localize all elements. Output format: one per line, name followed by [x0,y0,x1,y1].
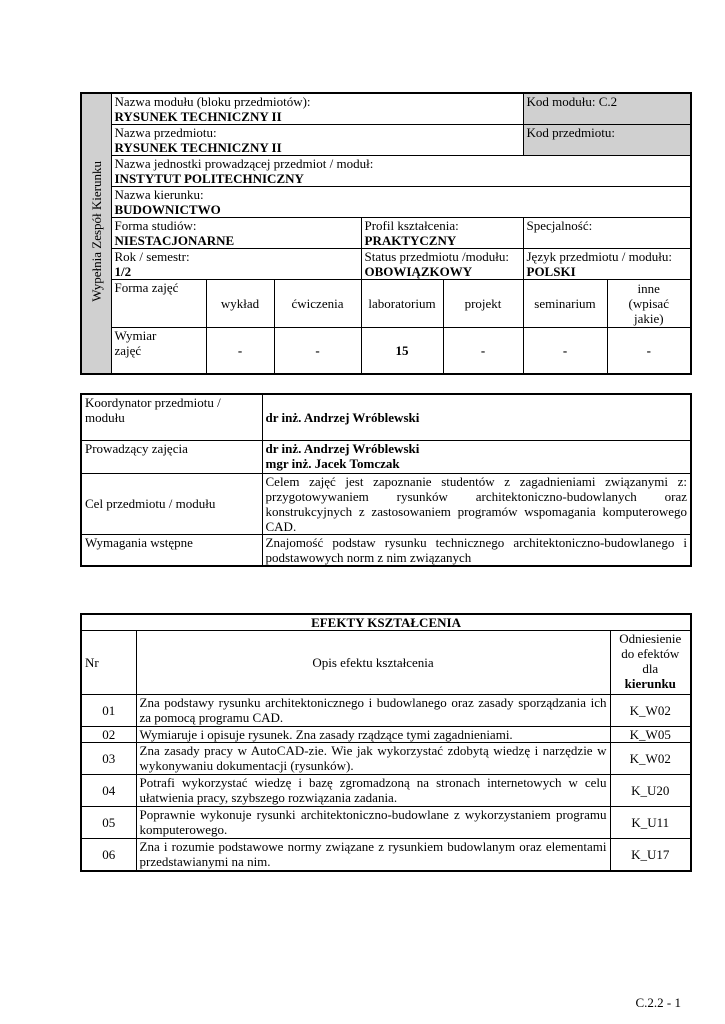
table-row: 03 Zna zasady pracy w AutoCAD-zie. Wie jak wykorzystać zdobytą wiedzę i narzędzie w wykonywaniu dokumentacji (rysunków). K_W02 [81,743,691,775]
class-type-project: projekt [443,280,523,328]
table-row: 01 Zna podstawy rysunku architektonicznego i budowlanego oraz zasady sporządzania ich za pomocą programu CAD. K_W02 [81,695,691,727]
hours-label: Wymiar zajęć [111,328,206,374]
class-type-laboratory: laboratorium [361,280,443,328]
unit-cell: Nazwa jednostki prowadzącej przedmiot / moduł: INSTYTUT POLITECHNICZNY [111,156,691,187]
hours-seminar: - [523,328,607,374]
field-cell: Nazwa kierunku: BUDOWNICTWO [111,187,691,218]
teacher-2: mgr inż. Jacek Tomczak [265,455,400,471]
subject-name-cell: Nazwa przedmiotu: RYSUNEK TECHNICZNY II [111,125,523,156]
year-cell: Rok / semestr: 1/2 [111,249,361,280]
status-cell: Status przedmiotu /modułu: OBOWIĄZKOWY [361,249,523,280]
hours-laboratory: 15 [361,328,443,374]
hours-lecture: - [206,328,274,374]
hours-other: - [607,328,691,374]
module-info-table [80,92,692,375]
hours-exercises: - [274,328,361,374]
goal-value: Celem zajęć jest zapoznanie studentów z zagadnieniami związanymi z: przygotowywaniem rysunków architektoniczno-budowlanych oraz konstrukcyjnych z zastosowaniem programów wspomagania komputerowego CAD. [262,473,691,534]
study-form-cell: Forma studiów: NIESTACJONARNE [111,218,361,249]
goal-label: Cel przedmiotu / modułu [81,473,262,534]
class-type-exercises: ćwiczenia [274,280,361,328]
teachers-label: Prowadzący zajęcia [81,440,262,473]
specialty-cell: Specjalność: [523,218,691,249]
subject-code-cell: Kod przedmiotu: [523,125,691,156]
details-table [80,393,692,567]
hours-project: - [443,328,523,374]
coordinator-value: dr inż. Andrzej Wróblewski [262,394,691,440]
table-row: 05 Poprawnie wykonuje rysunki architektoniczno-budowlane z wykorzystaniem programu komputerowego. K_U11 [81,807,691,839]
class-type-other: inne (wpisać jakie) [607,280,691,328]
teachers-value [262,440,691,473]
class-type-seminar: seminarium [523,280,607,328]
page-footer: C.2.2 - 1 [635,995,681,1010]
col-header-desc: Opis efektu kształcenia [136,631,610,695]
table-row: 06 Zna i rozumie podstawowe normy związane z rysunkiem budowlanym oraz elementami przedstawianymi na nim. K_U17 [81,839,691,871]
col-header-ref: Odniesienie do efektów dla kierunku [610,631,691,695]
coordinator-label: Koordynator przedmiotu / modułu [81,394,262,440]
prereq-label: Wymagania wstępne [81,534,262,566]
language-cell: Język przedmiotu / modułu: POLSKI [523,249,691,280]
sidebar-label: Wypełnia Zespół Kierunku [81,93,111,374]
profile-cell: Profil kształcenia: PRAKTYCZNY [361,218,523,249]
classes-form-label: Forma zajęć [111,280,206,328]
class-type-lecture: wykład [206,280,274,328]
col-header-nr: Nr [81,631,136,695]
teacher-1: dr inż. Andrzej Wróblewski [265,440,420,456]
table-row: 02 Wymiaruje i opisuje rysunek. Zna zasady rządzące tymi zagadnieniami. K_W05 [81,727,691,743]
outcomes-title: EFEKTY KSZTAŁCENIA [81,614,691,631]
module-code-cell: Kod modułu: C.2 [523,93,691,125]
outcomes-table [80,613,692,872]
prereq-value: Znajomość podstaw rysunku technicznego architektoniczno-budowlanego i podstawowych norm z nim związanych [262,534,691,566]
table-row: 04 Potrafi wykorzystać wiedzę i bazę zgromadzoną na stronach internetowych w celu ułatwienia pracy, szybszego rozwiązania zadania. K_U20 [81,775,691,807]
module-name-cell: Nazwa modułu (bloku przedmiotów): RYSUNEK TECHNICZNY II [111,93,523,125]
